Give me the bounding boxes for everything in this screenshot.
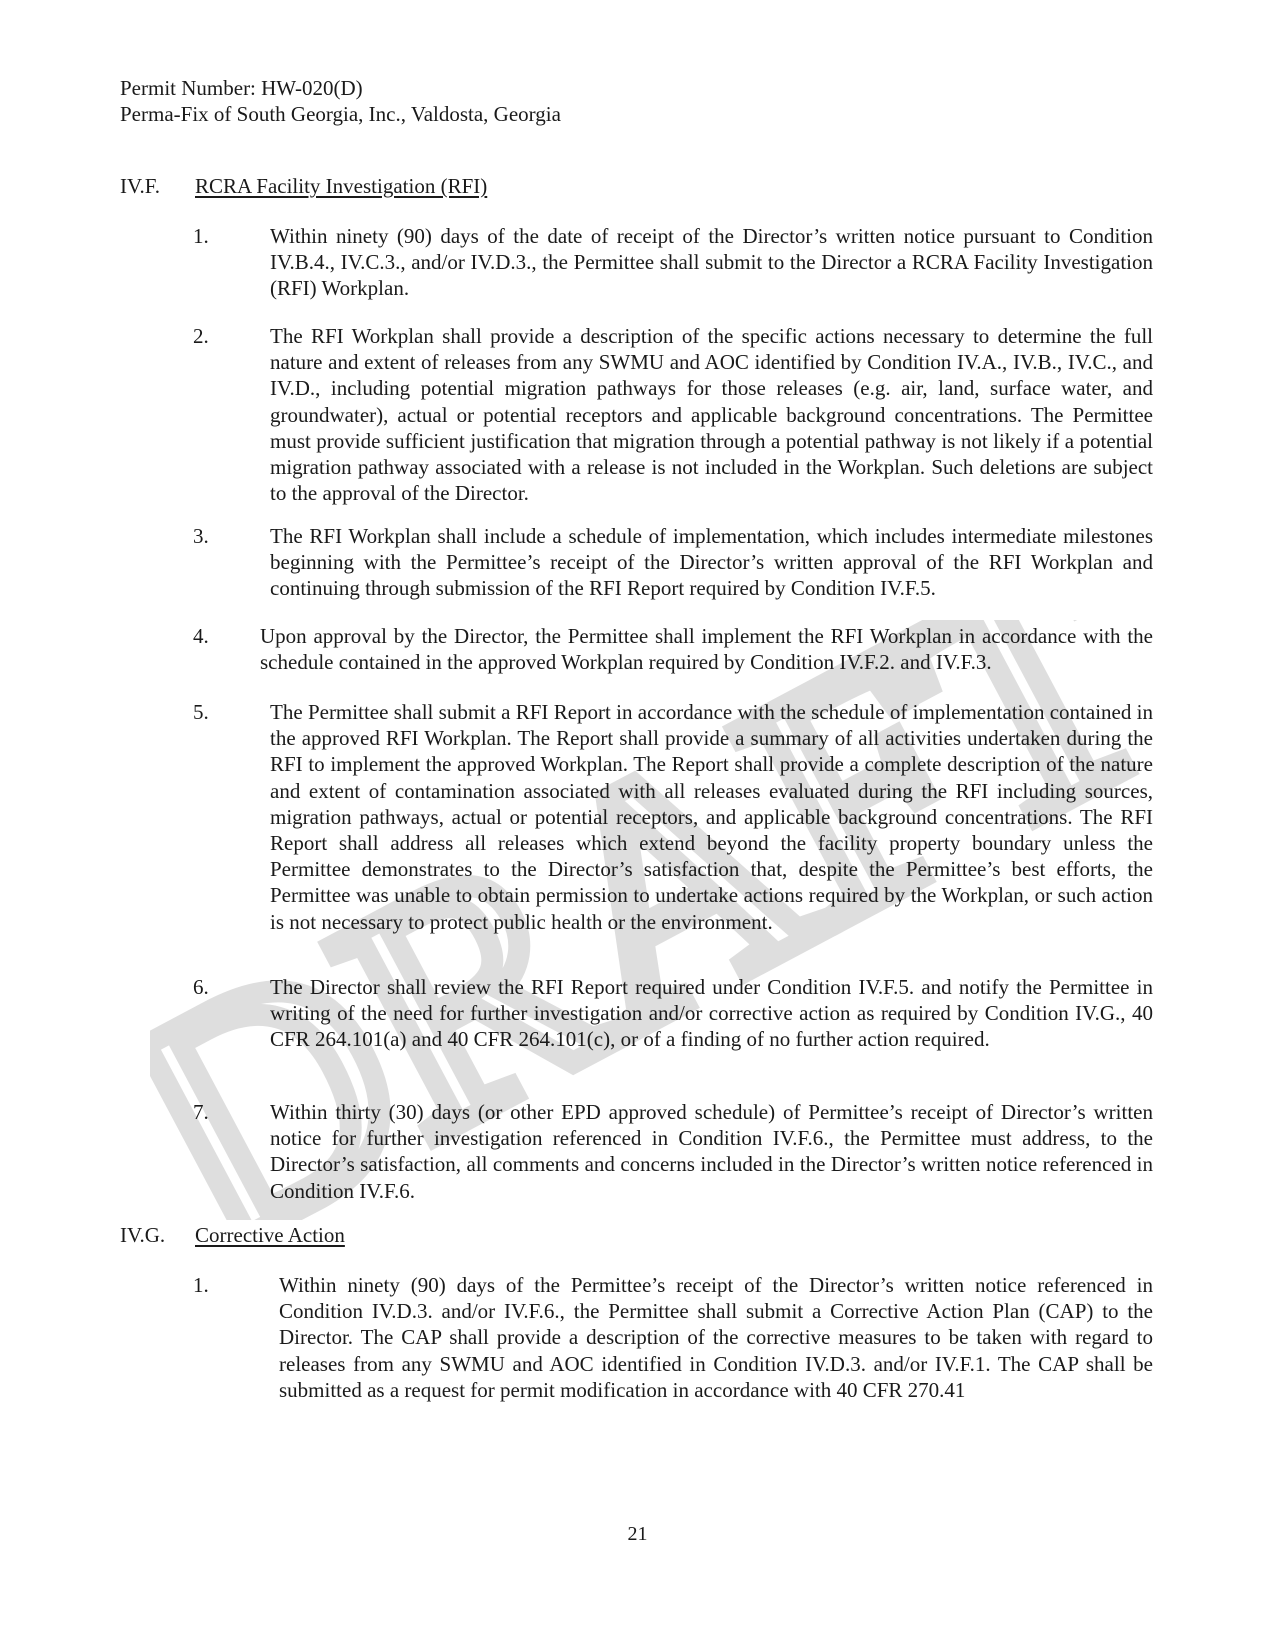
list-item bbox=[193, 974, 1153, 1053]
list-item bbox=[193, 699, 1153, 935]
item-text: Within thirty (30) days (or other EPD approved schedule) of Permittee’s receipt of Director’s written notice for further investigation referenced in Condition IV.F.6., the Permittee must address, to the Director’s satisfaction, all comments and concerns included in the Director’s written notice referenced in Condition IV.F.6. bbox=[270, 1100, 1153, 1203]
section-title: Corrective Action bbox=[195, 1223, 345, 1247]
section-heading-ivg bbox=[120, 1222, 345, 1248]
facility-name: Perma-Fix of South Georgia, Inc., Valdosta, Georgia bbox=[120, 102, 561, 126]
permit-number: Permit Number: HW-020(D) bbox=[120, 76, 363, 100]
item-number: 6. bbox=[193, 975, 209, 999]
item-text: The Permittee shall submit a RFI Report in accordance with the schedule of implementation contained in the approved RFI Workplan. The Report shall provide a summary of all activities undertaken during the RFI to implement the approved Workplan. The Report shall provide a complete description of the nature and extent of contamination associated with all releases evaluated during the RFI including sources, migration pathways, actual or potential receptors, and applicable background concentrations. The RFI Report shall address all releases which extend beyond the facility property boundary unless the Permittee demonstrates to the Director’s satisfaction that, despite the Permittee’s best efforts, the Permittee was unable to obtain permission to undertake actions required by the Workplan, or such action is not necessary to protect public health or the environment. bbox=[270, 700, 1153, 934]
list-item bbox=[193, 223, 1153, 302]
item-number: 5. bbox=[193, 700, 209, 724]
item-text: Upon approval by the Director, the Permittee shall implement the RFI Workplan in accordance with the schedule contained in the approved Workplan required by Condition IV.F.2. and IV.F.3. bbox=[260, 624, 1153, 675]
page-number: 21 bbox=[627, 1523, 648, 1545]
section-number: IV.F. bbox=[120, 174, 160, 198]
section-title: RCRA Facility Investigation (RFI) bbox=[195, 174, 488, 198]
item-number: 1. bbox=[193, 1273, 209, 1297]
item-number: 3. bbox=[193, 524, 209, 548]
item-number: 1. bbox=[193, 224, 209, 248]
list-item bbox=[193, 523, 1153, 602]
document-header bbox=[120, 75, 561, 127]
item-text: Within ninety (90) days of the Permittee’s receipt of the Director’s written notice referenced in Condition IV.D.3. and/or IV.F.6., the Permittee shall submit a Corrective Action Plan (CAP) to the Director. The CAP shall provide a description of the corrective measures to be taken with regard to releases from any SWMU and AOC identified in Condition IV.D.3. and/or IV.F.1. The CAP shall be submitted as a request for permit modification in accordance with 40 CFR 270.41 bbox=[279, 1273, 1153, 1402]
section-number: IV.G. bbox=[120, 1223, 166, 1247]
draft-watermark-text: DRAFT bbox=[150, 620, 1150, 1220]
item-number: 2. bbox=[193, 324, 209, 348]
item-text: The Director shall review the RFI Report required under Condition IV.F.5. and notify the Permittee in writing of the need for further investigation and/or corrective action as required by Condition IV.G., 40 CFR 264.101(a) and 40 CFR 264.101(c), or of a finding of no further action required. bbox=[270, 975, 1153, 1052]
item-number: 7. bbox=[193, 1100, 209, 1124]
item-text: The RFI Workplan shall provide a description of the specific actions necessary to determine the full nature and extent of releases from any SWMU and AOC identified by Condition IV.A., IV.B., IV.C., and IV.D., including potential migration pathways for those releases (e.g. air, land, surface water, and groundwater), actual or potential receptors and applicable background concentrations. The Permittee must provide sufficient justification that migration through a potential pathway is not likely if a potential migration pathway associated with a release is not included in the Workplan. Such deletions are subject to the approval of the Director. bbox=[270, 324, 1153, 506]
list-item bbox=[193, 1272, 1153, 1403]
item-number: 4. bbox=[193, 624, 209, 648]
section-heading-ivf bbox=[120, 173, 487, 199]
list-item bbox=[193, 323, 1153, 506]
item-text: Within ninety (90) days of the date of receipt of the Director’s written notice pursuant to Condition IV.B.4., IV.C.3., and/or IV.D.3., the Permittee shall submit to the Director a RCRA Facility Investigation (RFI) Workplan. bbox=[270, 224, 1153, 301]
list-item bbox=[193, 1099, 1153, 1204]
list-item bbox=[193, 623, 1153, 675]
item-text: The RFI Workplan shall include a schedule of implementation, which includes intermediate milestones beginning with the Permittee’s receipt of the Director’s written approval of the RFI Workplan and continuing through submission of the RFI Report required by Condition IV.F.5. bbox=[270, 524, 1153, 601]
